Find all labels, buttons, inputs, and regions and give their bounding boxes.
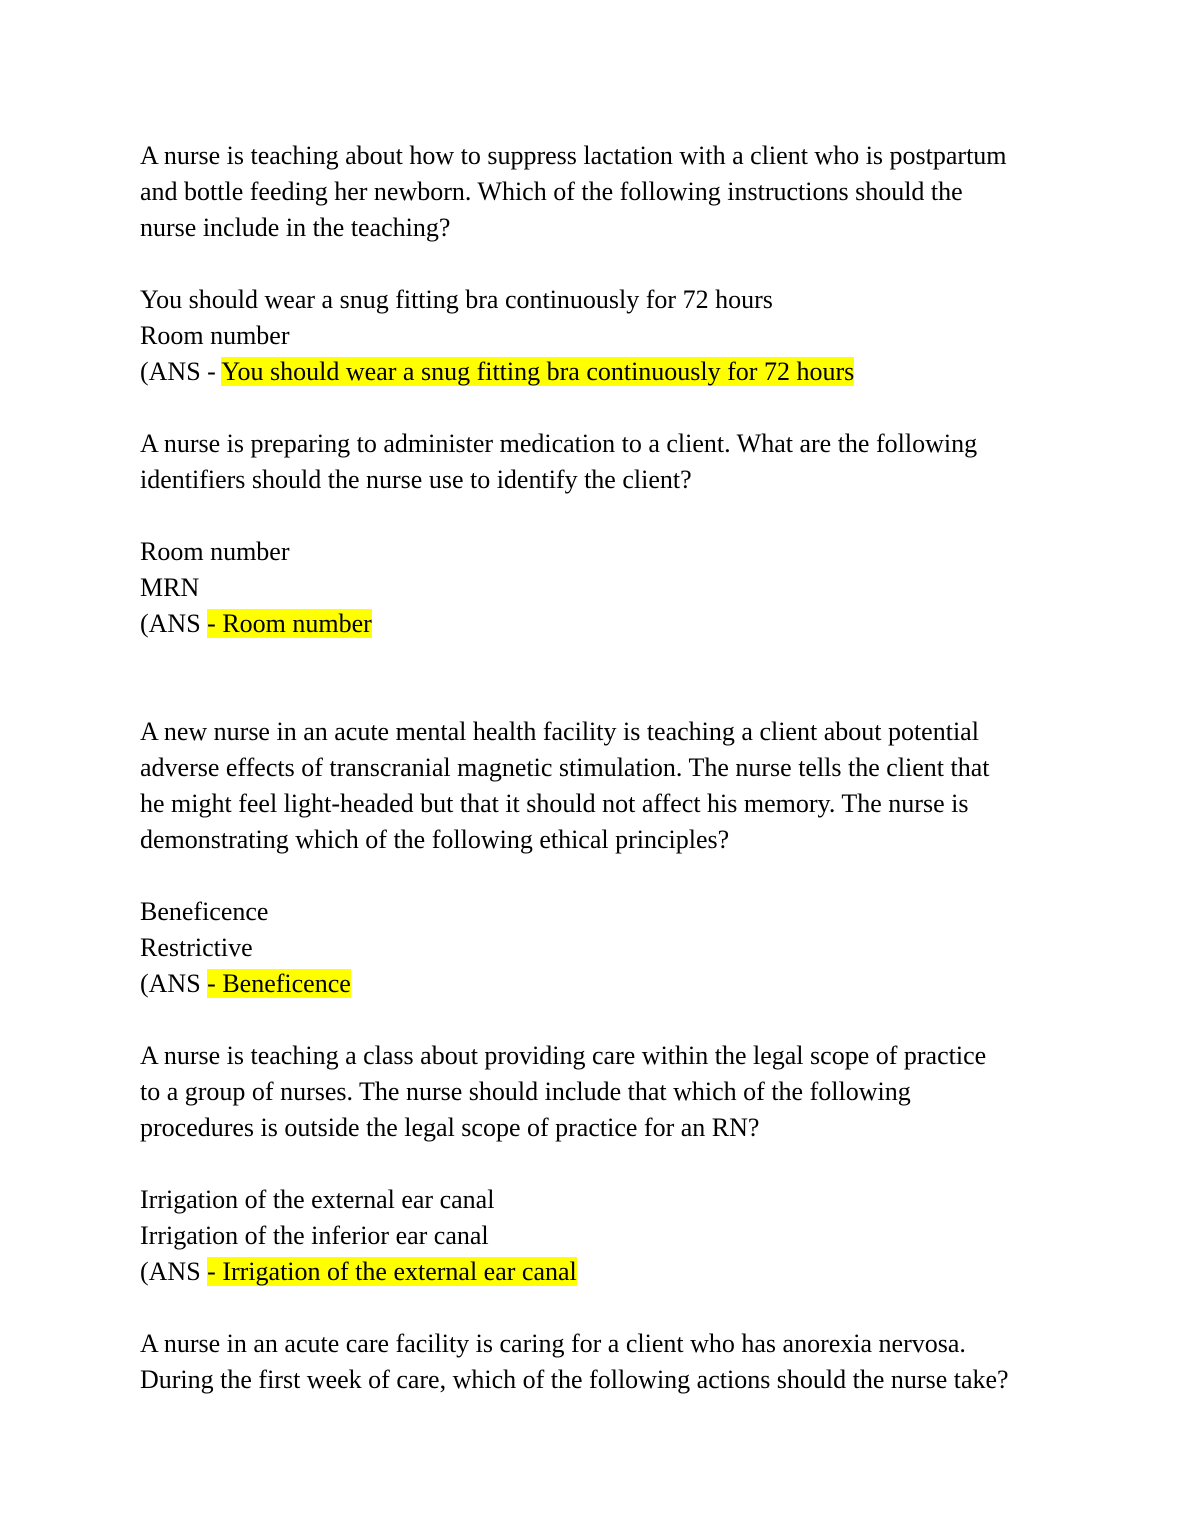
answer-option: Room number (140, 537, 290, 566)
highlighted-answer: - Room number (207, 609, 372, 638)
question-stem-line: During the first week of care, which of the following actions should the nurse take? (140, 1365, 1009, 1394)
answer-line (140, 1254, 1080, 1290)
question-stem-line: he might feel light-headed but that it should not affect his memory. The nurse is (140, 789, 969, 818)
answer-option: Room number (140, 321, 290, 350)
answer-prefix: (ANS (140, 969, 208, 998)
answer-line (140, 966, 1080, 1002)
spacer (140, 1146, 1080, 1182)
spacer (140, 858, 1080, 894)
question-block (140, 714, 1080, 1002)
answer-line (140, 354, 1080, 390)
answer-option: MRN (140, 573, 200, 602)
answer-prefix: (ANS (140, 609, 208, 638)
question-stem-line: to a group of nurses. The nurse should include that which of the following (140, 1077, 911, 1106)
question-stem-line: A new nurse in an acute mental health facility is teaching a client about potential (140, 717, 979, 746)
question-block (140, 1038, 1080, 1290)
answer-option: Irrigation of the inferior ear canal (140, 1221, 489, 1250)
question-stem-line: A nurse is teaching about how to suppress lactation with a client who is postpartum (140, 141, 1007, 170)
question-stem-line: demonstrating which of the following ethical principles? (140, 825, 730, 854)
highlighted-answer: - Beneficence (207, 969, 351, 998)
question-stem-line: identifiers should the nurse use to identify the client? (140, 465, 692, 494)
answer-prefix: (ANS (140, 1257, 208, 1286)
question-stem-line: A nurse in an acute care facility is caring for a client who has anorexia nervosa. (140, 1329, 966, 1358)
question-stem-line: nurse include in the teaching? (140, 213, 451, 242)
answer-option: Beneficence (140, 897, 269, 926)
question-stem-line: A nurse is teaching a class about providing care within the legal scope of practice (140, 1041, 987, 1070)
highlighted-answer: - Irrigation of the external ear canal (207, 1257, 577, 1286)
question-stem-line: adverse effects of transcranial magnetic stimulation. The nurse tells the client that (140, 753, 990, 782)
document-page (140, 138, 1080, 1398)
spacer (140, 498, 1080, 534)
question-block (140, 1326, 1080, 1398)
spacer (140, 642, 1080, 714)
question-stem-line: A nurse is preparing to administer medication to a client. What are the following (140, 429, 978, 458)
answer-option: Irrigation of the external ear canal (140, 1185, 495, 1214)
question-stem-line: and bottle feeding her newborn. Which of the following instructions should the (140, 177, 963, 206)
answer-prefix: (ANS - (140, 357, 222, 386)
highlighted-answer: You should wear a snug fitting bra continuously for 72 hours (221, 357, 855, 386)
answer-option: You should wear a snug fitting bra continuously for 72 hours (140, 285, 773, 314)
question-block (140, 426, 1080, 642)
question-block (140, 138, 1080, 390)
spacer (140, 246, 1080, 282)
spacer (140, 1290, 1080, 1326)
answer-line (140, 606, 1080, 642)
spacer (140, 390, 1080, 426)
spacer (140, 1002, 1080, 1038)
question-stem-line: procedures is outside the legal scope of practice for an RN? (140, 1113, 760, 1142)
answer-option: Restrictive (140, 933, 253, 962)
